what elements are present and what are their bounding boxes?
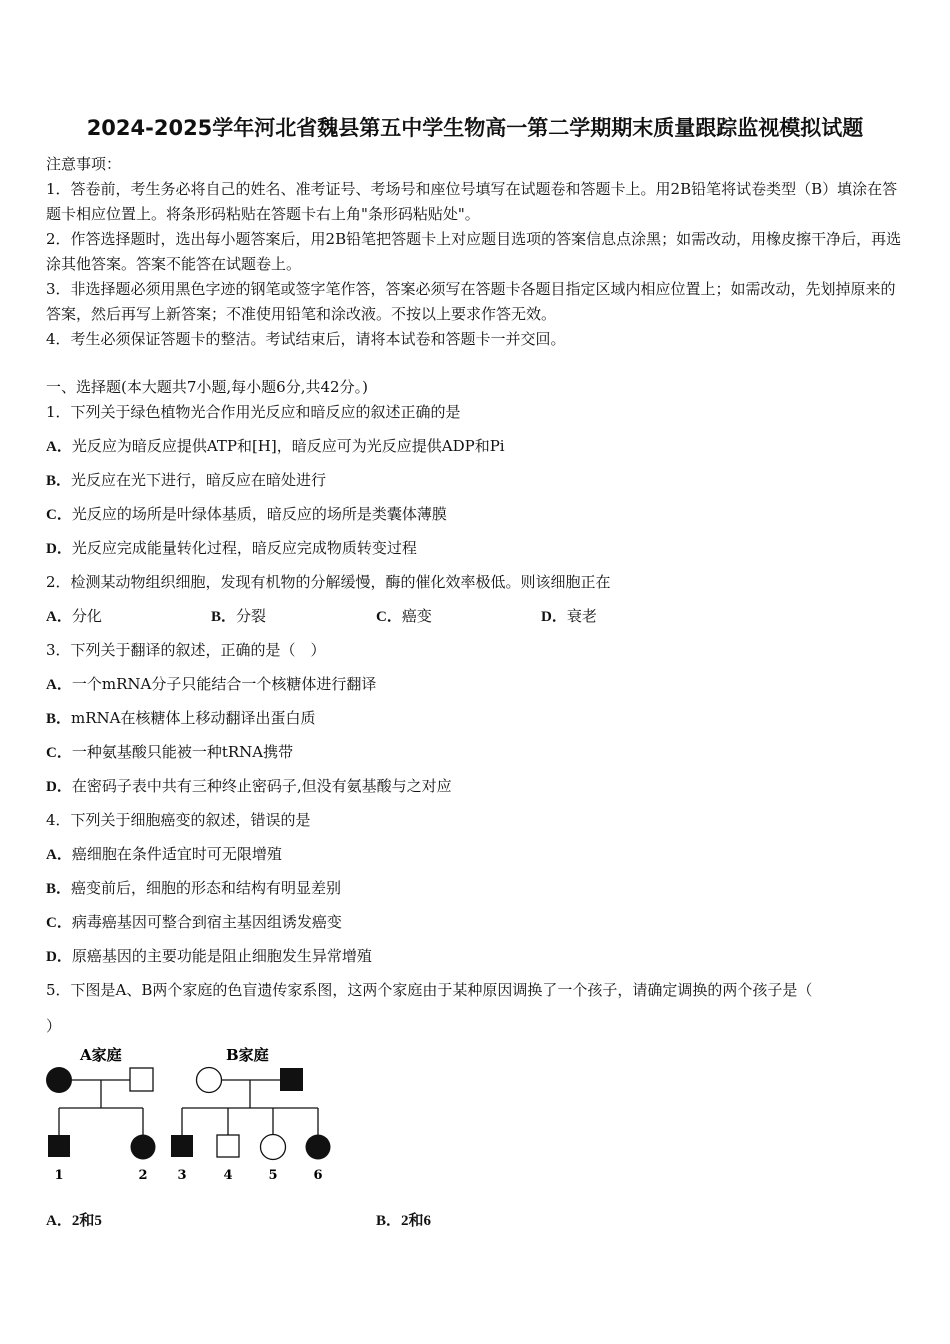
q5-option-b xyxy=(376,1209,431,1230)
option-text: 2和6 xyxy=(401,1213,432,1229)
option-text: 癌变 xyxy=(401,607,432,625)
a-mother-affected xyxy=(46,1067,72,1093)
option-text: 衰老 xyxy=(566,607,597,625)
child-number: 2 xyxy=(138,1168,148,1183)
child-4-normal-male xyxy=(217,1135,239,1157)
option-label: A． xyxy=(46,847,72,863)
option-text: 2和5 xyxy=(71,1213,102,1229)
q3-option-d xyxy=(46,775,452,796)
option-text: mRNA在核糖体上移动翻译出蛋白质 xyxy=(71,709,316,727)
option-label: C． xyxy=(46,507,72,523)
notice-item-1: 1．答卷前，考生务必将自己的姓名、准考证号、考场号和座位号填写在试题卷和答题卡上。用2B铅笔将试卷类型（B）填涂在答题卡相应位置上。将条形码粘贴在答题卡右上角"条形码粘贴处"。 xyxy=(46,180,898,223)
section-heading: 一、选择题(本大题共7小题,每小题6分,共42分。) xyxy=(46,378,368,396)
family-a-label: A家庭 xyxy=(80,1046,122,1064)
option-text: 分裂 xyxy=(236,607,267,625)
q1-option-d xyxy=(46,537,417,558)
child-number: 5 xyxy=(268,1168,278,1183)
option-text: 病毒癌基因可整合到宿主基因组诱发癌变 xyxy=(71,913,342,931)
option-text: 在密码子表中共有三种终止密码子,但没有氨基酸与之对应 xyxy=(71,777,452,795)
option-text: 分化 xyxy=(71,607,102,625)
q4-option-d xyxy=(46,945,372,966)
notice-heading: 注意事项： xyxy=(46,155,122,173)
option-text: 光反应完成能量转化过程，暗反应完成物质转变过程 xyxy=(71,539,417,557)
option-label: B． xyxy=(376,1213,402,1229)
option-text: 一种氨基酸只能被一种tRNA携带 xyxy=(71,743,294,761)
q2-option-a xyxy=(46,605,102,626)
child-number: 6 xyxy=(313,1168,323,1183)
q4-option-b xyxy=(46,877,341,898)
b-father-affected xyxy=(280,1068,303,1091)
option-label: C． xyxy=(46,915,72,931)
q2-option-c xyxy=(376,605,432,626)
q1-option-c xyxy=(46,503,447,524)
family-b-label: B家庭 xyxy=(226,1046,269,1064)
child-number: 1 xyxy=(54,1168,64,1183)
pedigree-diagram xyxy=(40,1040,340,1185)
child-number: 3 xyxy=(177,1168,187,1183)
option-label: D． xyxy=(46,779,72,795)
q5-stem: 5．下图是A、B两个家庭的色盲遗传家系图，这两个家庭由于某种原因调换了一个孩子，请确定调换的两个孩子是（ xyxy=(46,981,813,999)
option-label: B． xyxy=(46,473,72,489)
q3-option-c xyxy=(46,741,293,762)
q4-stem: 4．下列关于细胞癌变的叙述，错误的是 xyxy=(46,811,311,829)
option-text: 癌变前后，细胞的形态和结构有明显差别 xyxy=(71,879,342,897)
q1-option-a xyxy=(46,435,505,456)
option-label: C． xyxy=(376,609,402,625)
option-label: A． xyxy=(46,677,72,693)
q2-stem: 2．检测某动物组织细胞，发现有机物的分解缓慢，酶的催化效率极低。则该细胞正在 xyxy=(46,573,611,591)
q5-stem-tail: ） xyxy=(46,1017,62,1035)
child-3-affected-male xyxy=(171,1135,193,1157)
q1-stem: 1．下列关于绿色植物光合作用光反应和暗反应的叙述正确的是 xyxy=(46,403,461,421)
option-text: 一个mRNA分子只能结合一个核糖体进行翻译 xyxy=(71,675,377,693)
option-text: 癌细胞在条件适宜时可无限增殖 xyxy=(71,845,282,863)
q5-option-a xyxy=(46,1209,102,1230)
notice-item-4: 4．考生必须保证答题卡的整洁。考试结束后，请将本试卷和答题卡一并交回。 xyxy=(46,330,566,348)
child-5-normal-female xyxy=(261,1135,286,1160)
notice-item-3: 3．非选择题必须用黑色字迹的钢笔或签字笔作答，答案必须写在答题卡各题目指定区域内相应位置上；如需改动，先划掉原来的答案，然后再写上新答案；不准使用铅笔和涂改液。不按以上要求作答无效。 xyxy=(46,280,896,323)
b-mother-normal xyxy=(197,1068,222,1093)
child-1-affected-male xyxy=(48,1135,70,1157)
option-text: 光反应的场所是叶绿体基质，暗反应的场所是类囊体薄膜 xyxy=(71,505,447,523)
option-label: A． xyxy=(46,609,72,625)
child-6-affected-female xyxy=(306,1135,331,1160)
option-label: C． xyxy=(46,745,72,761)
q3-option-b xyxy=(46,707,316,728)
q4-option-c xyxy=(46,911,342,932)
q2-option-d xyxy=(541,605,597,626)
q3-option-a xyxy=(46,673,376,694)
notice-item-2: 2．作答选择题时，选出每小题答案后，用2B铅笔把答题卡上对应题目选项的答案信息点涂黑；如需改动，用橡皮擦干净后，再选涂其他答案。答案不能答在试题卷上。 xyxy=(46,230,902,273)
option-label: A． xyxy=(46,1213,72,1229)
q2-option-b xyxy=(211,605,266,626)
option-text: 光反应在光下进行，暗反应在暗处进行 xyxy=(71,471,327,489)
page-title: 2024-2025学年河北省魏县第五中学生物高一第二学期期末质量跟踪监视模拟试题 xyxy=(86,116,864,140)
option-label: B． xyxy=(211,609,237,625)
a-father-normal xyxy=(130,1068,153,1091)
q1-option-b xyxy=(46,469,326,490)
child-number: 4 xyxy=(223,1168,233,1183)
option-text: 原癌基因的主要功能是阻止细胞发生异常增殖 xyxy=(71,947,372,965)
option-text: 光反应为暗反应提供ATP和[H]，暗反应可为光反应提供ADP和Pi xyxy=(71,437,505,455)
option-label: D． xyxy=(46,541,72,557)
child-2-affected-female xyxy=(131,1135,156,1160)
q4-option-a xyxy=(46,843,282,864)
option-label: B． xyxy=(46,711,72,727)
option-label: D． xyxy=(541,609,567,625)
option-label: D． xyxy=(46,949,72,965)
q3-stem: 3．下列关于翻译的叙述，正确的是（ ） xyxy=(46,641,326,659)
option-label: A． xyxy=(46,439,72,455)
option-label: B． xyxy=(46,881,72,897)
